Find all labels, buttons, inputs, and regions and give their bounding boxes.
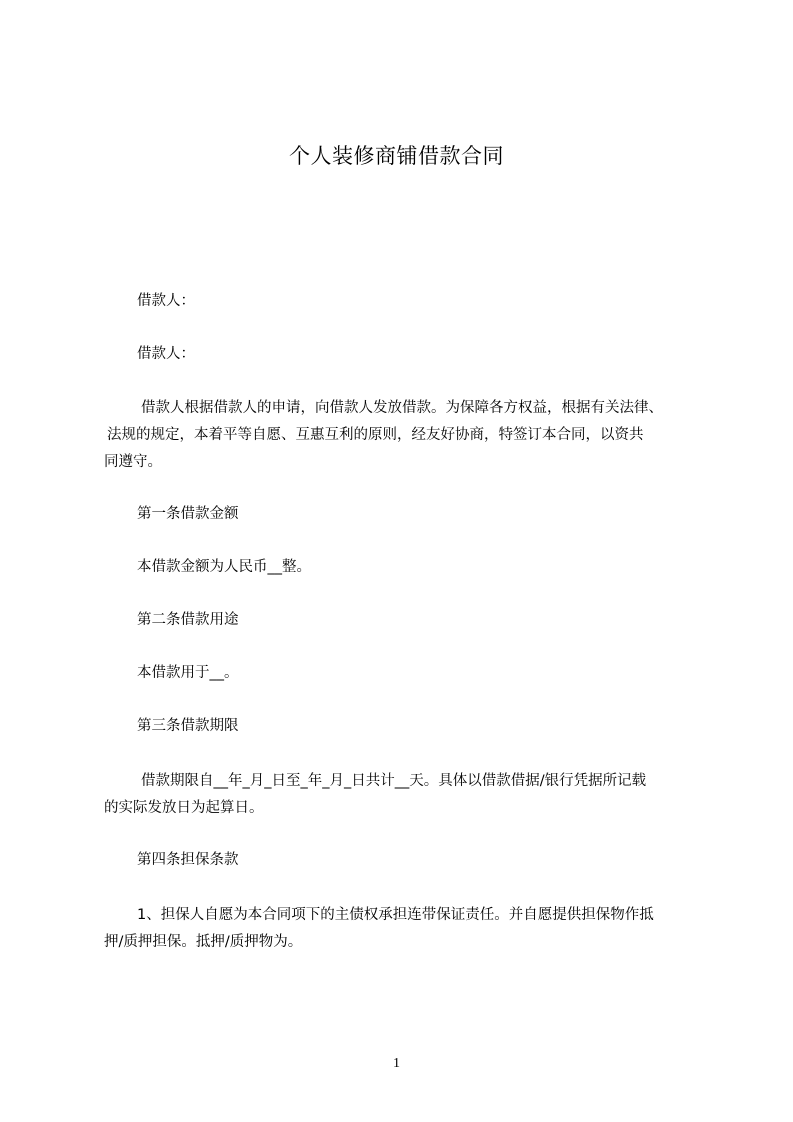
article-1-body: 本借款金额为人民币__整。 bbox=[137, 559, 311, 575]
intro-paragraph-line-1: 借款人根据借款人的申请，向借款人发放借款。为保障各方权益，根据有关法律、 bbox=[141, 400, 663, 416]
borrower-line-1: 借款人： bbox=[137, 293, 195, 309]
intro-paragraph-line-3: 同遵守。 bbox=[104, 454, 162, 470]
intro-paragraph-line-2: 法规的规定，本着平等自愿、互惠互利的原则，经友好协商，特签订本合同，以资共 bbox=[107, 427, 644, 443]
article-3-body-line-1: 借款期限自__年_月_日至_年_月_日共计__天。具体以借款借据/银行凭据所记载 bbox=[141, 773, 647, 789]
page-number: 1 bbox=[393, 1056, 400, 1071]
article-4-heading: 第四条担保条款 bbox=[137, 852, 239, 868]
article-3-body-line-2: 的实际发放日为起算日。 bbox=[104, 800, 264, 816]
article-3-heading: 第三条借款期限 bbox=[137, 718, 239, 734]
article-4-item-1-line-1: 1、担保人自愿为本合同项下的主债权承担连带保证责任。并自愿提供担保物作抵 bbox=[137, 907, 654, 923]
article-2-heading: 第二条借款用途 bbox=[137, 612, 239, 628]
document-title: 个人装修商铺借款合同 bbox=[289, 144, 504, 168]
article-2-body: 本借款用于__。 bbox=[137, 665, 239, 681]
article-1-heading: 第一条借款金额 bbox=[137, 506, 239, 522]
article-4-item-1-line-2: 押/质押担保。抵押/质押物为。 bbox=[104, 934, 303, 950]
borrower-line-2: 借款人： bbox=[137, 346, 195, 362]
